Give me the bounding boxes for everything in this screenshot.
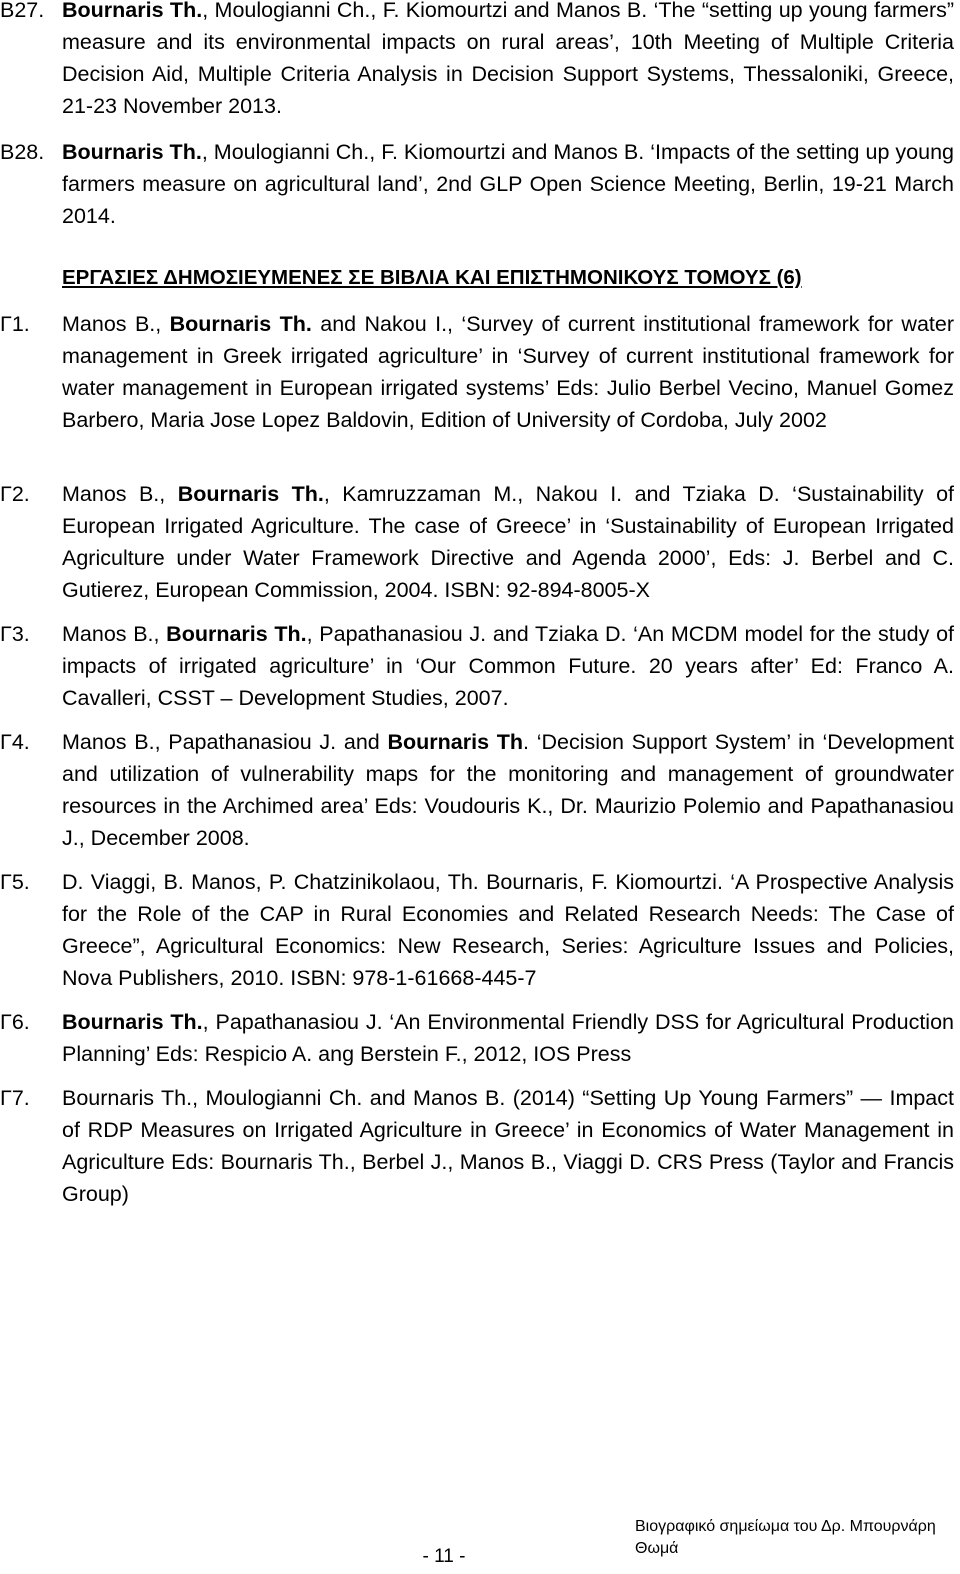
reference-g1 xyxy=(0,308,960,436)
reference-number: Γ7. xyxy=(0,1086,30,1110)
reference-g7 xyxy=(0,1082,960,1210)
reference-g2 xyxy=(0,478,960,606)
reference-body: and Nakou I., ‘Survey of current institutional framework for water management in Greek irrigated agriculture’ in ‘Survey of current institutional framework for water management in European irrigated systems’ Eds: Julio Berbel Vecino, Manuel Gomez Barbero, Maria Jose Lopez Baldovin, Edition of University of Cordoba, July 2002 xyxy=(62,312,954,432)
reference-text xyxy=(62,478,954,606)
reference-body: , Papathanasiou J. ‘An Environmental Friendly DSS for Agricultural Production Planning’ Eds: Respicio A. ang Berstein F., 2012, IOS Press xyxy=(62,1010,954,1066)
reference-pre-authors: Manos B., Papathanasiou J. and xyxy=(62,730,388,754)
reference-number: Γ2. xyxy=(0,482,30,506)
reference-author-bold: Bournaris Th. xyxy=(166,622,307,646)
reference-body: . ‘Decision Support System’ in ‘Development and utilization of vulnerability maps for the monitoring and management of groundwater resources in the Archimed area’ Eds: Voudouris K., Dr. Maurizio Polemio and Papathanasiou J., December 2008. xyxy=(62,730,954,850)
reference-author-bold: Bournaris Th. xyxy=(62,140,202,164)
reference-number: B27. xyxy=(0,0,45,22)
reference-g5 xyxy=(0,866,960,994)
reference-text: Bournaris Th., Moulogianni Ch. and Manos B. (2014) “Setting Up Young Farmers” — Impact of RDP Measures on Irrigated Agriculture in Greece’ in Economics of Water Management in Agriculture Eds: Bournaris Th., Berbel J., Manos B., Viaggi D. CRS Press (Taylor and Francis Group) xyxy=(62,1086,954,1206)
reference-author-bold: Bournaris Th. xyxy=(169,312,312,336)
reference-number: Γ5. xyxy=(0,870,30,894)
reference-text: D. Viaggi, B. Manos, P. Chatzinikolaou, Th. Bournaris, F. Kiomourtzi. ‘A Prospective Analysis for the Role of the CAP in Rural Economies and Related Research Needs: The Case of Greece”, Agricultural Economics: New Research, Series: Agriculture Issues and Policies, Nova Publishers, 2010. ISBN: 978-1-61668-445-7 xyxy=(62,870,954,990)
reference-text xyxy=(62,308,954,436)
reference-g6 xyxy=(0,1006,960,1070)
reference-body: , Moulogianni Ch., F. Kiomourtzi and Manos B. ‘Impacts of the setting up young farmers measure on agricultural land’, 2nd GLP Open Science Meeting, Berlin, 19-21 March 2014. xyxy=(62,140,955,228)
reference-text xyxy=(62,726,954,854)
reference-pre-authors: Manos B., xyxy=(62,622,167,646)
reference-author-bold: Bournaris Th. xyxy=(62,1010,203,1034)
reference-author-bold: Bournaris Th. xyxy=(177,482,324,506)
reference-pre-authors: Manos B., xyxy=(62,482,178,506)
reference-number: B28. xyxy=(0,140,45,164)
reference-b28 xyxy=(0,136,960,232)
reference-text xyxy=(62,136,954,232)
reference-number: Γ4. xyxy=(0,730,30,754)
reference-g3 xyxy=(0,618,960,714)
reference-number: Γ6. xyxy=(0,1010,30,1034)
reference-author-bold: Bournaris Th xyxy=(387,730,524,754)
reference-text xyxy=(62,0,954,122)
page-number: - 11 - xyxy=(422,1546,466,1567)
reference-author-bold: Bournaris Th. xyxy=(62,0,203,22)
reference-body: , Kamruzzaman M., Nakou I. and Tziaka D. ‘Sustainability of European Irrigated Agriculture. The case of Greece’ in ‘Sustainability of European Irrigated Agriculture under Water Framework Directive and Agenda 2000’, Eds: J. Berbel and C. Gutierez, European Commission, 2004. ISBN: 92-894-8005-X xyxy=(62,482,954,602)
reference-body: , Moulogianni Ch., F. Kiomourtzi and Manos B. ‘The “setting up young farmers” measure and its environmental impacts on rural areas’, 10th Meeting of Multiple Criteria Decision Aid, Multiple Criteria Analysis in Decision Support Systems, Thessaloniki, Greece, 21-23 November 2013. xyxy=(62,0,955,118)
reference-b27 xyxy=(0,0,960,122)
reference-pre-authors: Manos B., xyxy=(62,312,170,336)
reference-number: Γ1. xyxy=(0,312,30,336)
reference-text xyxy=(62,1006,954,1070)
reference-body: , Papathanasiou J. and Tziaka D. ‘An MCDM model for the study of impacts of irrigated agriculture’ in ‘Our Common Future. 20 years after’ Ed: Franco A. Cavalleri, CSST – Development Studies, 2007. xyxy=(62,622,954,710)
footer-caption: Βιογραφικό σημείωμα του Δρ. Μπουρνάρη Θωμά xyxy=(635,1518,936,1557)
section-heading: ΕΡΓΑΣΙΕΣ ΔΗΜΟΣΙΕΥΜΕΝΕΣ ΣΕ ΒΙΒΛΙΑ ΚΑΙ ΕΠΙΣΤΗΜΟΝΙΚΟΥΣ ΤΟΜΟΥΣ (6) xyxy=(62,266,802,289)
reference-text xyxy=(62,618,954,714)
reference-g4 xyxy=(0,726,960,854)
reference-number: Γ3. xyxy=(0,622,30,646)
